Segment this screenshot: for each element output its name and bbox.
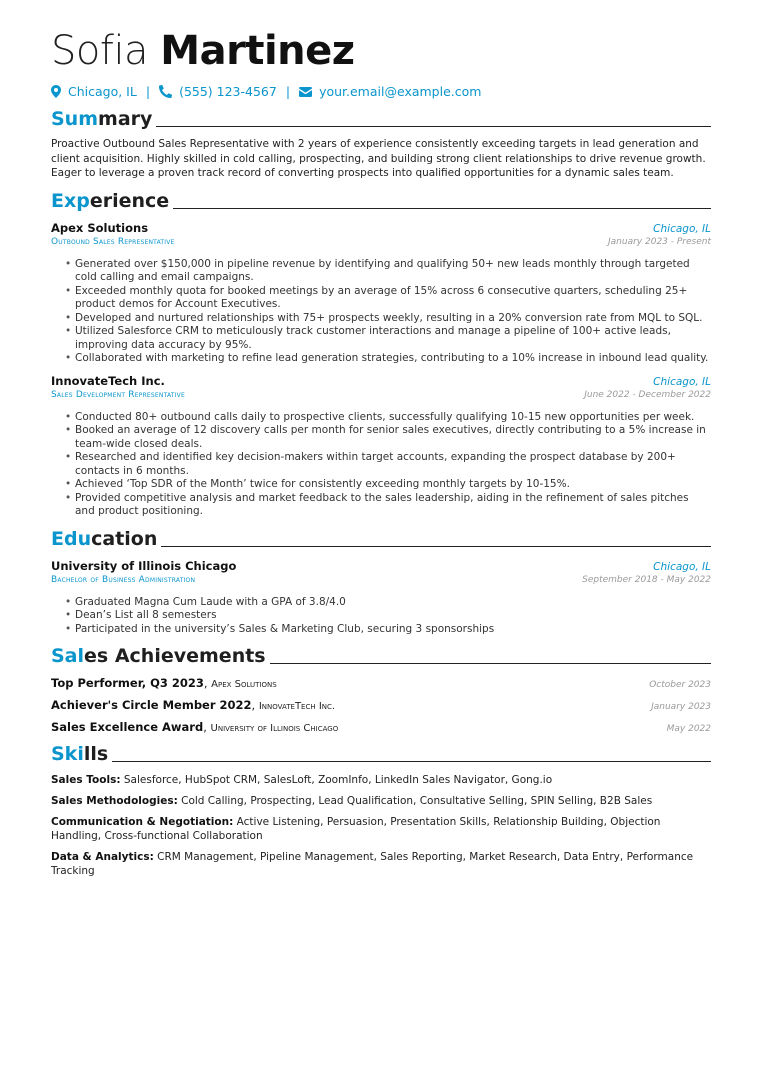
achievement-date: October 2023 xyxy=(649,680,711,690)
bullet-item: • Utilized Salesforce CRM to meticulously track customer interactions and manage a pipeline of 100+ active leads, improving data accuracy by 95%. xyxy=(65,325,711,352)
section-divider xyxy=(156,126,711,127)
skill-row xyxy=(51,850,711,878)
contact-location xyxy=(51,84,137,99)
bullet-item: • Collaborated with marketing to refine lead generation strategies, contributing to a 10% increase in inbound lead quality. xyxy=(65,352,711,366)
achievement-date: May 2022 xyxy=(666,724,711,734)
school-location: Chicago, IL xyxy=(653,560,711,573)
experience-heading: Experience xyxy=(51,189,711,213)
resume-page xyxy=(51,28,711,878)
experience-entry xyxy=(51,374,711,519)
bullet-item: • Booked an average of 12 discovery calls per month for senior sales executives, directly contributing to a 5% increase in team-wide closed deals. xyxy=(65,424,711,451)
company-name: Apex Solutions xyxy=(51,220,149,235)
bullet-list xyxy=(65,411,711,519)
job-location: Chicago, IL xyxy=(653,222,711,235)
map-marker-icon xyxy=(51,85,61,98)
candidate-name xyxy=(51,28,711,74)
education-entry xyxy=(51,559,711,637)
achievement-title: Sales Excellence Award xyxy=(51,720,204,734)
skill-row xyxy=(51,794,711,808)
achievement-item: Sales Excellence Award, University of Illinois Chicago May 2022 xyxy=(51,720,711,734)
contact-separator: | xyxy=(285,84,291,99)
envelope-icon xyxy=(299,87,312,97)
achievement-org: InnovateTech Inc. xyxy=(258,701,336,712)
section-divider xyxy=(112,761,711,762)
summary-heading: Summary xyxy=(51,107,711,131)
bullet-item: • Researched and identified key decision-makers within target accounts, expanding the prospect database by 200+ contacts in 6 months. xyxy=(65,451,711,478)
job-title: Outbound Sales Representative xyxy=(51,236,175,247)
achievement-date: January 2023 xyxy=(651,702,711,712)
skill-value: CRM Management, Pipeline Management, Sales Reporting, Market Research, Data Entry, Performance Tracking xyxy=(51,851,694,877)
achievement-item: Top Performer, Q3 2023, Apex Solutions October 2023 xyxy=(51,676,711,690)
skill-label: Sales Methodologies: xyxy=(51,795,178,807)
summary-text: Proactive Outbound Sales Representative with 2 years of experience consistently exceeding targets in lead generation and client acquisition. Highly skilled in cold calling, prospecting, and building strong client relationships to drive revenue growth. Eager to leverage a proven track record of converting prospects into qualified opportunities for a dynamic sales team. xyxy=(51,138,706,179)
skill-label: Sales Tools: xyxy=(51,774,121,786)
bullet-item: • Participated in the university’s Sales & Marketing Club, securing 3 sponsorships xyxy=(65,623,711,637)
skill-value: Cold Calling, Prospecting, Lead Qualification, Consultative Selling, SPIN Selling, B2B Sales xyxy=(181,795,653,807)
skill-row xyxy=(51,815,711,843)
contact-separator: | xyxy=(145,84,151,99)
job-dates: June 2022 - December 2022 xyxy=(584,389,711,400)
achievement-org: University of Illinois Chicago xyxy=(210,723,339,734)
phone-icon xyxy=(159,85,172,98)
achievement-title: Top Performer, Q3 2023 xyxy=(51,676,204,690)
email-link: your.email@example.com xyxy=(319,84,482,99)
skill-label: Communication & Negotiation: xyxy=(51,816,234,828)
achievement-title: Achiever's Circle Member 2022 xyxy=(51,698,252,712)
school-name: University of Illinois Chicago xyxy=(51,558,237,573)
skills-heading: Skills xyxy=(51,742,711,766)
skill-value: Salesforce, HubSpot CRM, SalesLoft, ZoomInfo, LinkedIn Sales Navigator, Gong.io xyxy=(123,774,553,786)
degree: Bachelor of Business Administration xyxy=(51,574,196,585)
location-text: Chicago, IL xyxy=(68,84,137,99)
contact-email[interactable] xyxy=(299,84,481,99)
job-dates: January 2023 - Present xyxy=(608,236,711,247)
skill-row xyxy=(51,773,711,787)
bullet-list xyxy=(65,596,711,637)
bullet-item: • Dean’s List all 8 semesters xyxy=(65,609,711,623)
skill-label: Data & Analytics: xyxy=(51,851,154,863)
achievement-item: Achiever's Circle Member 2022, InnovateTech Inc. January 2023 xyxy=(51,698,711,712)
bullet-item: • Generated over $150,000 in pipeline revenue by identifying and qualifying 50+ new leads monthly through targeted cold calling and email campaigns. xyxy=(65,258,711,285)
section-divider xyxy=(173,208,711,209)
achievement-org: Apex Solutions xyxy=(211,679,277,690)
bullet-item: • Developed and nurtured relationships with 75+ prospects weekly, resulting in a 20% conversion rate from MQL to SQL. xyxy=(65,312,711,326)
last-name: Martinez xyxy=(160,28,355,74)
education-heading: Education xyxy=(51,527,711,551)
bullet-list xyxy=(65,258,711,366)
job-title: Sales Development Representative xyxy=(51,389,185,400)
section-divider xyxy=(161,546,711,547)
section-divider xyxy=(270,663,711,664)
bullet-item: • Graduated Magna Cum Laude with a GPA of 3.8/4.0 xyxy=(65,596,711,610)
bullet-item: • Achieved ‘Top SDR of the Month’ twice for consistently exceeding monthly targets by 10-15%. xyxy=(65,478,711,492)
phone-text: (555) 123-4567 xyxy=(179,84,277,99)
education-dates: September 2018 - May 2022 xyxy=(582,574,711,585)
contact-phone[interactable] xyxy=(159,84,277,99)
bullet-item: • Provided competitive analysis and market feedback to the sales leadership, aiding in the refinement of sales pitches and product positioning. xyxy=(65,492,711,519)
skill-value: Active Listening, Persuasion, Presentation Skills, Relationship Building, Objection Handling, Cross-functional Collaboration xyxy=(51,816,661,842)
first-name: Sofia xyxy=(51,28,149,74)
experience-entry xyxy=(51,221,711,366)
achievements-heading: Sales Achievements xyxy=(51,644,711,668)
job-location: Chicago, IL xyxy=(653,375,711,388)
company-name: InnovateTech Inc. xyxy=(51,373,165,388)
contact-bar xyxy=(51,84,711,99)
bullet-item: • Exceeded monthly quota for booked meetings by an average of 15% across 6 consecutive quarters, scheduling 25+ product demos for Account Executives. xyxy=(65,285,711,312)
bullet-item: • Conducted 80+ outbound calls daily to prospective clients, successfully qualifying 10-15 new opportunities per week. xyxy=(65,411,711,425)
